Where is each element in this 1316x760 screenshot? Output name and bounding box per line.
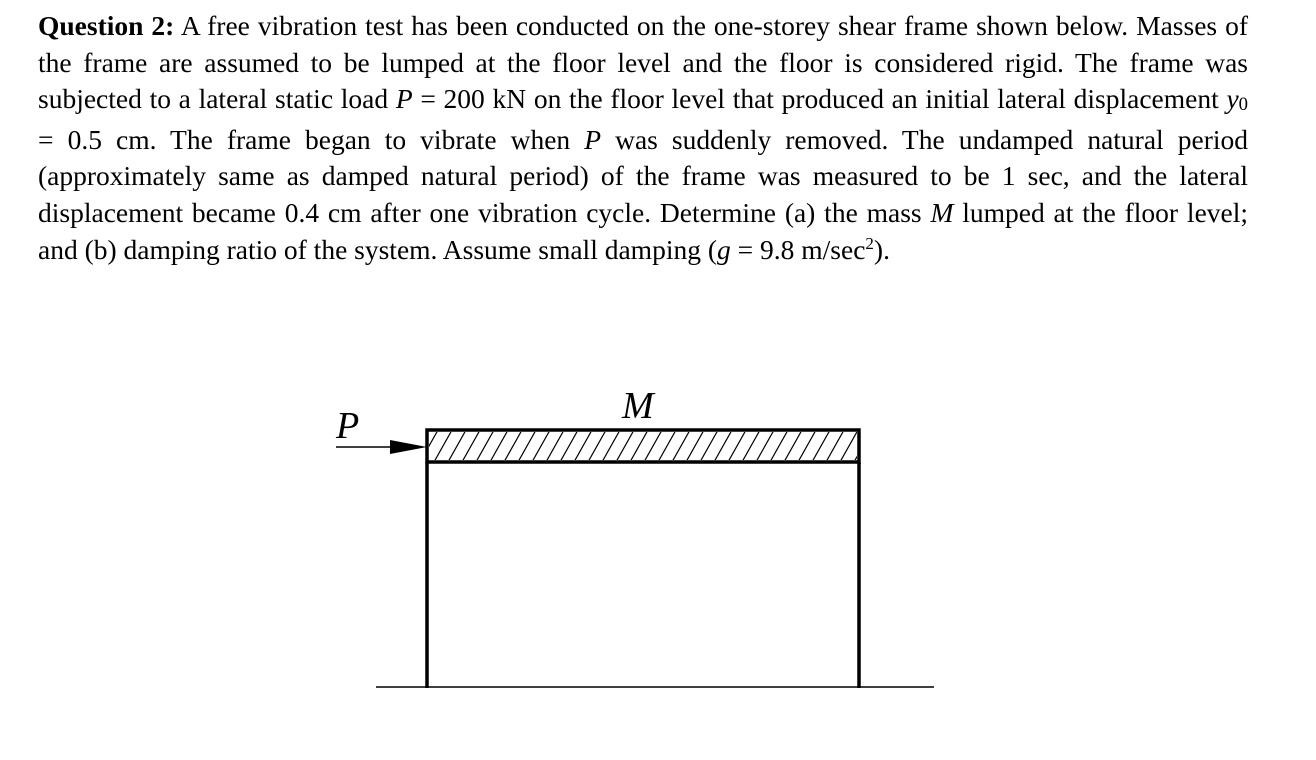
question-text-part: = 0.5 cm. The frame began to vibrate when: [38, 123, 585, 155]
question-text-part: lumped at the floor level; and (b) damping ratio of the system. Assume small damping (: [38, 196, 1249, 265]
question-text-part: = 200 kN on the floor level that produced an initial lateral displacement: [412, 83, 1227, 115]
floor-slab: [420, 430, 872, 462]
gravity-symbol: g: [717, 233, 731, 265]
question-text-part: A free vibration test has been conducted on the one-storey shear frame shown below. Masses of the frame are assumed to be lumped at the floor level and the floor is considered rigid. The frame was subjected to a lateral static load: [38, 10, 1249, 115]
displacement-subscript: 0: [1238, 94, 1248, 116]
question-text-part: = 9.8 m/sec: [730, 233, 866, 265]
displacement-symbol: y: [1226, 83, 1239, 115]
exponent: 2: [865, 233, 874, 253]
mass-symbol: M: [930, 196, 954, 228]
question-text-part: ).: [873, 233, 890, 265]
question-label: Question 2:: [38, 10, 175, 41]
question-text-part: was suddenly removed. The undamped natural period (approximately same as damped natural period) of the frame was measured to be 1 sec, and the lateral displacement became 0.4 cm after one vibration cycle. Determine (a) the mass: [38, 123, 1248, 228]
mass-label: M: [622, 385, 654, 427]
load-symbol: P: [584, 123, 602, 155]
load-label: P: [336, 405, 360, 447]
load-symbol: P: [395, 83, 413, 115]
